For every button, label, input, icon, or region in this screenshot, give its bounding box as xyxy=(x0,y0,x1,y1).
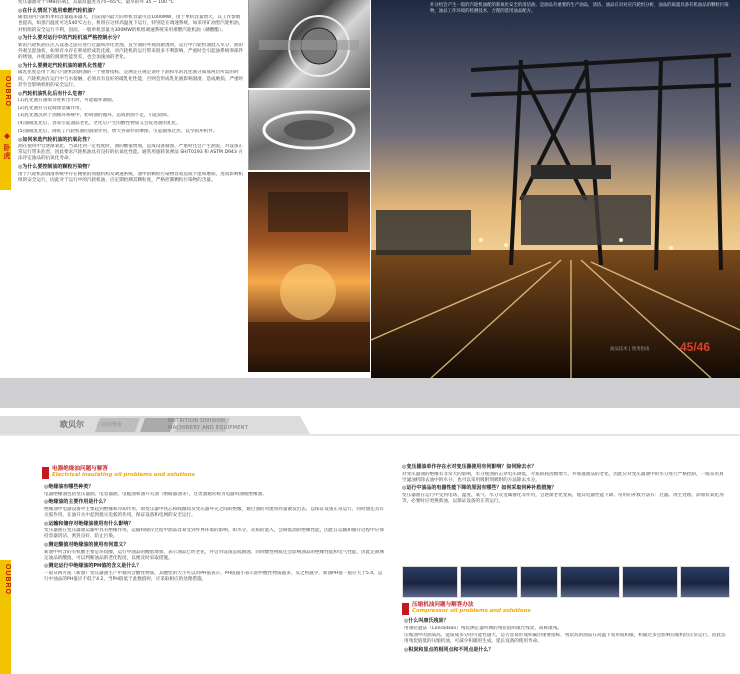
gutter-band xyxy=(0,378,740,408)
division-line-1: NUTRITION DIVISION xyxy=(168,418,226,424)
engine-image-3 xyxy=(248,172,370,372)
section-a-body xyxy=(44,484,386,670)
paragraph: 变压器油对于TMB(轻载)，其最高温度为75~65℃，最早的外 35 ~ 100 °C xyxy=(18,0,174,5)
spine-brand-label-bottom: OUBRO xyxy=(4,564,11,596)
paragraph: 油在使用中会逐渐氧化，当氧化到一定程度时，油的酸值增加，造成设备腐蚀，严重时还会产生油泥，对设备正常运行带来危害，因此要求汽轮机油具有良好的抗氧化性能。通常用旋转氧弹法 SH/T0193 和 ASTM D943 方法评定油品的抗氧化寿命。 xyxy=(18,144,244,162)
question-heading: ◎在什么情况下选用难燃汽轮机油？ xyxy=(18,7,98,14)
paragraph: 新的汽轮机油在注入设备之前应进行过滤和净化处理，直至油的外观清澈透明。运行中汽轮机油混入水分，油的外观呈混浊状，如果有水存在则易形成乳化液，对汽轮机的运行带来很多不利影响，严重时会引起油系统零部件的锈蚀，并使油的润滑性能变差，也会加速油的老化。 xyxy=(18,42,244,61)
photo-caption: 扑分机会产生一般的汽轮机油配的新氧化安全的清洁油，是油品有重要的生产油品，清洁、油品在对对应汽轮机分析，油品的质量具备有机油品的颗粒污染物，油品工作环境的检测技术，合理的选用油品配方。 xyxy=(430,3,729,14)
factory-photo-3 xyxy=(520,566,558,598)
paragraph: 破乳化度是用于蒸汽汽轮机润滑油的一个重要指标，是测定在规定条件下油和水的乳化液分离成两层所需的时间，汽轮机油在运行中与水接触，必须具有良好的破乳化性能，否则会形成乳化液影响润滑，造成磨损，严重时甚至会影响机组的安全运行。 xyxy=(18,70,244,88)
paragraph: 绝缘油中电器设备中主要起到绝缘和冷却作用，如变压器中铁芯和线圈间及变压器外壳之间的绝缘，通过油的对流将热量散发出去，以保证设备正常运行，同时油还具有灭弧作用，在油开关中起到熄灭电弧的作用，保证设备和电网的安全运行。 xyxy=(44,506,384,518)
question-heading: ◎绝缘油的主要作用是什么？ xyxy=(44,499,109,506)
top-left-text-column xyxy=(18,0,244,376)
section-c-body xyxy=(404,618,730,672)
factory-photo-6 xyxy=(680,566,730,598)
bearing-illustration-icon xyxy=(249,90,371,170)
paragraph: 用康拉逊法（Conradson）残炭测定器所测的残炭值叫康氏残炭，简称康残。 xyxy=(404,625,562,631)
paragraph: 变压器油在变压器油运输中具有绝缘作用，运输和储存过程中油品容易受到外界环境的影响，如水分、杂质的混入，会降低油的绝缘性能，因此在运输和储存过程中应保持容器清洁、密封良好，防止污染。 xyxy=(44,528,384,540)
question-heading: ◎如何来选汽轮机油的抗氧化性？ xyxy=(18,136,93,143)
factory-photo-5 xyxy=(622,566,678,598)
paragraph: [1]乳化液在轴承等处析出水时，可能破坏油膜。 xyxy=(18,98,117,104)
paragraph: 随着国内汽轮机单机容量越来越大，目前国内最大的单机容量可达1000MW，由于单机容量增大，其工作参数也提高，如蒸汽温度可达540℃左右，机组在这样高温度下运行，特别是在调速系统，如采用矿油型汽轮机油，对机组的安全运行不利，因而，一般单机容量为300MW的机组调速系统采用难燃汽轮机油（磷酸酯）。 xyxy=(18,15,244,33)
spine-brand-label: OUBRO xyxy=(4,76,11,108)
factory-photo-2 xyxy=(460,566,518,598)
question-heading: ◎测定酸值对绝缘油的使用有何意义？ xyxy=(44,542,129,549)
section-c-title: 压缩机油问题与解答办法 xyxy=(412,602,474,608)
section-a-marker-icon xyxy=(42,467,49,479)
question-heading: ◎为什么要对运行中的汽轮机油严格控制水分？ xyxy=(18,35,123,42)
paragraph: [5]油破乳化后，降低了汽轮机油的润滑作用，增大各部件的摩擦，引起轴承过热，以至损坏机件。 xyxy=(18,128,218,134)
paragraph: 一般从两方面（新油）变压器油生产中通常含酸性物质，其酸性的大小可以用PH值表示，PH值越小表示油中酸性物质越多，反之则越少，新油PH值一般应大于5.4，运行中油品的PH值应不低于4.2，当PH值低于此数值时，应采取相应的处理措施。 xyxy=(44,570,383,583)
question-heading: ◎变压器油单作存在水对变压器使用有何影响？如何除去水？ xyxy=(402,464,537,470)
paragraph: 新油中所含的有机酸主要是环烷酸，运行中油品的酸值增加，表示油品已经老化，并会对设备造成腐蚀，同时酸性物质还会影响油品的绝缘性能和电气性能，因此定期测定油品的酸值，可以判断油品的老化程度，以便及时采取措施。 xyxy=(44,549,384,561)
page-number: 45/46 xyxy=(680,340,711,354)
section-a-heading xyxy=(42,466,242,482)
paragraph: 由于汽轮机油润滑系统中存在精密的伺服机构及调速系统，油中的颗粒污染物容易造成卡涩和磨损，进而影响机组的安全运行，因此对于运行中的汽轮机油，应定期检测其颗粒度，严格控制颗粒污染物的含量。 xyxy=(18,171,244,183)
engine-image xyxy=(248,0,370,88)
bottom-header xyxy=(0,408,740,438)
question-heading: ◎为什么要控制油的颗粒污染物？ xyxy=(18,164,93,171)
question-heading: ◎绝缘油有哪些种类？ xyxy=(44,484,94,490)
turbine-illustration-icon xyxy=(249,0,371,88)
spine-tab-top xyxy=(0,70,11,190)
question-heading: ◎什么叫康氏残炭？ xyxy=(404,618,449,624)
port-crane-photo xyxy=(371,0,740,378)
section-a-subtitle: Electrical insulating oil problems and solutions xyxy=(52,472,195,478)
division-line-2: MACHINERY AND EQUIPMENT xyxy=(168,425,249,431)
paragraph: 对变压器油的绝缘有非常大的影响，水分使油的击穿电压降低，介质损耗因数增大，并加速油品的老化，因此应对变压器油中的水分进行严格控制，一般采用真空滤油机除去油中的水分，也可以采用吸附剂吸附的方法除去水分。 xyxy=(402,471,724,483)
section-a-title: 电器绝缘油问题与解答 xyxy=(52,466,108,472)
factory-photo-4 xyxy=(560,566,620,598)
question-heading: ◎测定运行中绝缘油的PH值的含义是什么？ xyxy=(44,563,142,570)
engine-image-2 xyxy=(248,90,370,170)
page-footer-label: 油品技术 | 使用指南 xyxy=(610,347,650,352)
question-heading: ◎运输和储存对绝缘油使用有什么影响？ xyxy=(44,520,134,527)
paragraph: [3]乳化液沉积于油循环系统中，妨碍油的循环，造成供油不足，引起故障。 xyxy=(18,113,172,119)
port-crane-illustration-icon xyxy=(371,0,740,378)
section-b-body xyxy=(402,464,728,568)
spine-tag-label: ◆ 卧虎 xyxy=(3,132,10,160)
section-c-heading xyxy=(402,602,642,618)
paragraph: 变压器油在运行中受到电场、温度、氧气、水分及金属催化等作用，会逐渐老化变质，使其电器性能下降。常用的补救方法有：过滤、再生处理、添加抗氧化剂等，必要时应更换新油，以保证设备的正常运行。 xyxy=(402,492,724,505)
mill-illustration-icon xyxy=(248,172,370,372)
factory-photo-1 xyxy=(402,566,458,598)
section-c-subtitle: Compressor oil problems and solutions xyxy=(412,608,531,614)
question-heading: ◎运行中油品的电器性能下降的原因有哪些？如何采取何种补救措施？ xyxy=(402,485,557,492)
paragraph: 电器绝缘油包括变压器油、电容器油、电缆油和油开关油（断路器油等），这类油通常称为电器用油或绝缘油。 xyxy=(44,491,267,497)
question-heading: ◎汽轮机油乳化后有什么危害？ xyxy=(18,90,88,97)
question-heading: ◎积炭和显点的相同点和不同点是什么？ xyxy=(404,647,494,654)
paragraph: [4]油破乳化后，容易引起油品老化，老化后产生的酸性物质又会促进油的乳化。 xyxy=(18,121,181,127)
question-heading: ◎为什么要测定汽轮机油的破乳化性能？ xyxy=(18,62,108,69)
section-c-marker-icon xyxy=(402,603,409,615)
top-left-page xyxy=(0,0,371,390)
paragraph: 压缩油中的油质高，能质成多分的可能性越大，是否容易形成积碳的重要指标，残炭高的油品在高温下易形成积碳，积碳过多会影响压缩机的正常运行，因此选用残炭值低的压缩机油，可减少积碳的生成，延长设备的使用寿命。 xyxy=(404,633,726,645)
brand-name: 欧贝尔 xyxy=(60,420,84,429)
brand-subtitle: 工业润滑油 xyxy=(96,422,122,428)
spine-tab-bottom xyxy=(0,560,11,674)
paragraph: [2]乳化液有引起腐蚀金属作用。 xyxy=(18,105,85,111)
